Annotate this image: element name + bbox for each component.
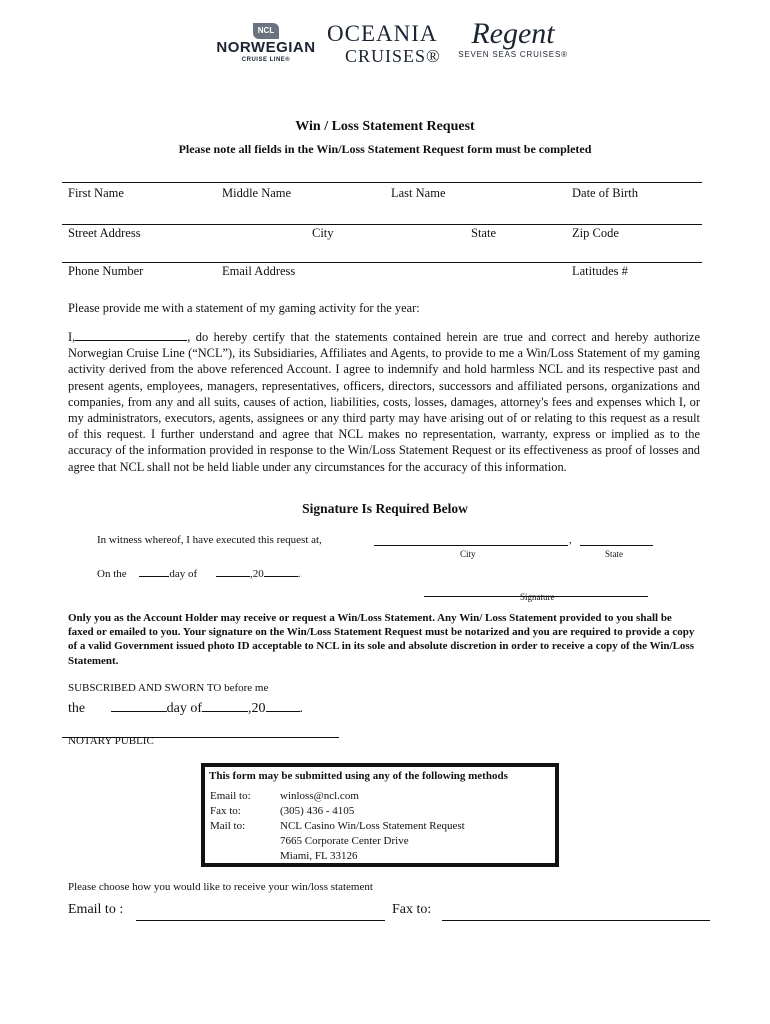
witness-month-blank[interactable] — [216, 564, 250, 577]
ncl-badge-icon: NCL — [253, 23, 279, 39]
oceania-logo-top: OCEANIA — [327, 21, 438, 46]
receive-email-label: Email to : — [68, 902, 124, 917]
phone-number-label: Phone Number — [68, 264, 144, 278]
year-request-text: Please provide me with a statement of my gaming activity for the year: — [68, 301, 420, 315]
submission-methods-title: This form may be submitted using any of the following methods — [209, 770, 508, 782]
notary-period: . — [299, 701, 303, 716]
notary-day-of: day of — [166, 701, 202, 716]
regent-logo — [458, 18, 568, 64]
fax-method-value: (305) 436 - 4105 — [280, 805, 355, 817]
zip-code-label: Zip Code — [572, 226, 619, 240]
mail-address-line-3: Miami, FL 33126 — [280, 850, 358, 862]
account-holder-notice: Only you as the Account Holder may receive or request a Win/Loss Statement. Any Win/ Loss Statement provided to you shall be faxed or emailed to you. Your signature on the Win/Loss Statement Request must be notarized and you are required to provide a copy of a valid Government issued photo ID acceptable to NCL in its sole and absolute discretion in order to receive a copy of the Win/Loss Statement. — [68, 612, 695, 667]
notary-day-blank[interactable] — [111, 697, 167, 712]
signature-heading: Signature Is Required Below — [302, 501, 468, 516]
witness-comma: , — [569, 534, 572, 546]
witness-city-label: City — [460, 549, 476, 559]
city-label: City — [312, 226, 334, 240]
form-subtitle: Please note all fields in the Win/Loss Statement Request form must be completed — [178, 142, 592, 156]
witness-year-prefix: ,20 — [249, 568, 264, 580]
form-title: Win / Loss Statement Request — [295, 119, 475, 134]
receive-fax-input[interactable] — [442, 920, 710, 921]
oceania-logo — [327, 22, 445, 66]
state-label: State — [471, 226, 496, 240]
notary-public-label: NOTARY PUBLIC — [68, 735, 154, 747]
ncl-logo-name: NORWEGIAN — [216, 39, 316, 56]
witness-period: . — [297, 568, 301, 580]
fax-method-label: Fax to: — [210, 805, 241, 817]
receive-prompt: Please choose how you would like to receive your win/loss statement — [68, 881, 373, 893]
subscribed-text: SUBSCRIBED AND SWORN TO before me — [68, 682, 269, 694]
regent-logo-bottom: SEVEN SEAS CRUISES® — [458, 50, 568, 59]
middle-name-label: Middle Name — [222, 186, 292, 200]
row1-top-rule — [62, 182, 702, 183]
on-the-text — [97, 564, 300, 580]
oceania-logo-bottom: CRUISES® — [345, 46, 441, 66]
row3-top-rule — [62, 262, 702, 263]
ncl-logo — [212, 20, 320, 66]
mail-method-label: Mail to: — [210, 820, 246, 832]
notary-date-line — [68, 697, 303, 717]
notary-year-prefix: ,20 — [248, 701, 266, 716]
email-method-label: Email to: — [210, 790, 251, 802]
witness-city-blank[interactable] — [374, 545, 568, 546]
witness-day-of: day of — [169, 568, 198, 580]
first-name-label: First Name — [68, 186, 124, 200]
notary-month-blank[interactable] — [202, 697, 248, 712]
regent-logo-top: Regent — [471, 17, 555, 50]
email-address-label: Email Address — [222, 264, 296, 278]
street-address-label: Street Address — [68, 226, 141, 240]
latitudes-number-label: Latitudes # — [572, 264, 628, 278]
receive-fax-label: Fax to: — [392, 902, 432, 917]
notary-year-blank[interactable] — [266, 697, 300, 712]
mail-address-line-1: NCL Casino Win/Loss Statement Request — [280, 820, 465, 832]
signature-label: Signature — [520, 592, 555, 602]
certify-text: , do hereby certify that the statements contained herein are true and correct and hereby authorize Norwegian Cruise Line (“NCL”), its Subsidiaries, Affiliates and Agents, to provide to me a Win/Loss Statement of my gaming activity derived from the above referenced Account. I agree to indemnify and hold harmless NCL and its respective past and present agents, employees, managers, representatives, officers, directors, successors and affiliated persons, organizations and companies, from any and all suits, causes of action, liabilities, costs, losses, damages, attorney's fees and expenses which I, or my administrators, executors, agents, assignees or any third party may have arising out of or relating to this request as a result of this request. I further understand and agree that NCL makes no representation, warranty, express or implied as to the accuracy of the information provided in response to the Win/Loss Statement Request or its effectiveness as proof of losses and agree that NCL shall not be held liable under any circumstances for the accuracy of this information. — [68, 330, 700, 474]
certify-name-blank[interactable] — [75, 328, 187, 341]
witness-year-blank[interactable] — [264, 564, 298, 577]
email-method-value[interactable]: winloss@ncl.com — [280, 790, 359, 802]
witness-state-label: State — [605, 549, 623, 559]
notary-the: the — [68, 701, 86, 716]
witness-state-blank[interactable] — [580, 545, 653, 546]
witness-text: In witness whereof, I have executed this request at, — [97, 534, 322, 546]
certification-paragraph — [68, 328, 700, 475]
ncl-logo-sub: CRUISE LINE® — [241, 57, 291, 63]
on-the-label: On the — [97, 568, 127, 580]
date-of-birth-label: Date of Birth — [572, 186, 638, 200]
certify-prefix: I, — [68, 330, 76, 344]
witness-day-blank[interactable] — [139, 564, 169, 577]
row2-top-rule — [62, 224, 702, 225]
receive-email-input[interactable] — [136, 920, 385, 921]
last-name-label: Last Name — [391, 186, 446, 200]
mail-address-line-2: 7665 Corporate Center Drive — [280, 835, 409, 847]
